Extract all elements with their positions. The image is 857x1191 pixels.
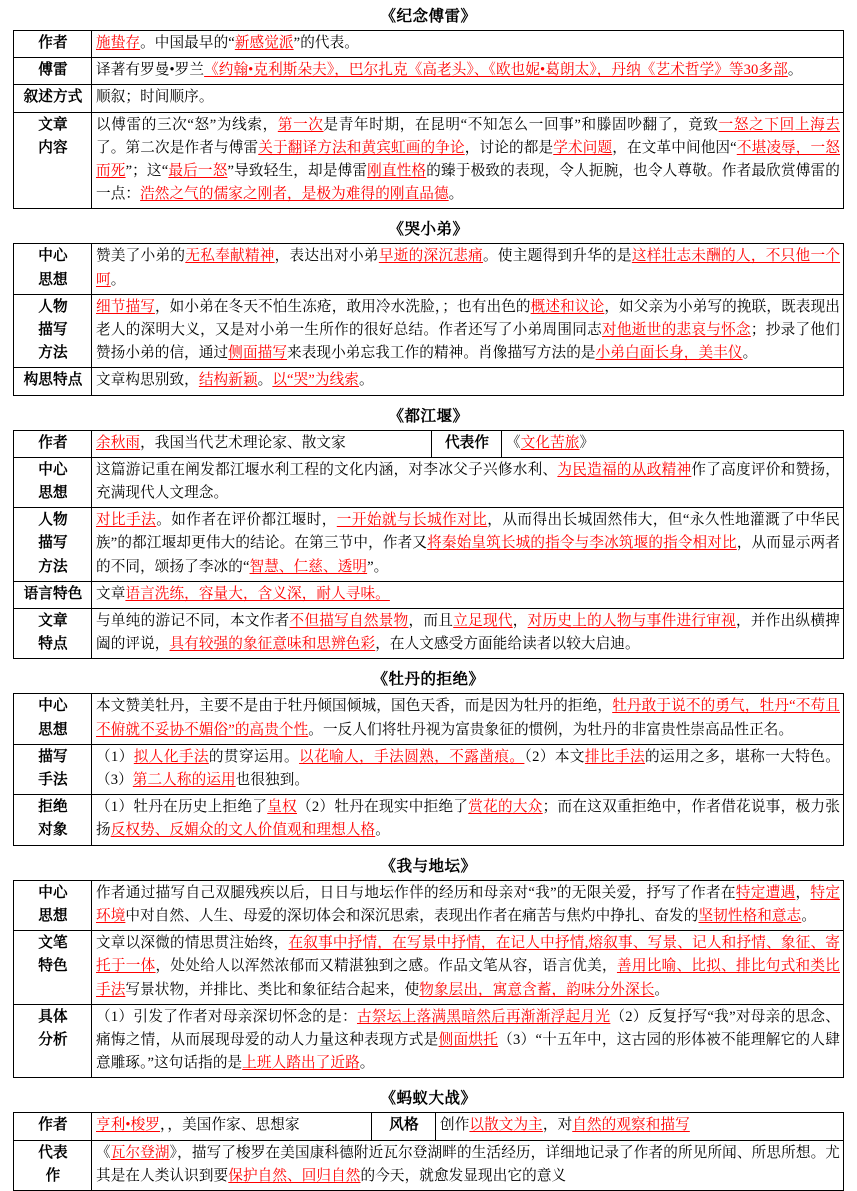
row-label-line: 叙述方式 — [23, 89, 83, 106]
table-row — [14, 931, 844, 1005]
plain-text: （1）引发了作者对母亲深切怀念的是： — [96, 1008, 357, 1025]
table-row — [14, 1113, 844, 1140]
row-label-line: 手法 — [38, 772, 68, 789]
highlighted-text: 学术问题 — [553, 139, 613, 156]
plain-text: ，我国当代艺术理论家、散文家 — [140, 434, 346, 451]
highlighted-text: 结构新颖 — [198, 372, 258, 389]
highlighted-text: 排比手法 — [584, 748, 646, 765]
plain-text: ，表达出对小弟 — [274, 248, 379, 265]
plain-text: 。 — [787, 62, 803, 79]
plain-text: ，在人文感受方面能给读者以较大启迪。 — [375, 636, 640, 653]
plain-text: 来表现小弟忘我工作的精神。肖像描写方法的是 — [287, 345, 596, 362]
row-value — [92, 609, 844, 659]
plain-text: 。 — [448, 186, 464, 203]
row-label-line: 作者 — [38, 1117, 68, 1134]
table-row — [14, 430, 844, 457]
plain-text: ，并作出纵横捭阖的评说， — [96, 613, 840, 653]
section-spacer — [13, 397, 844, 404]
row-label-line: 中心 — [38, 884, 68, 901]
section-table — [13, 430, 844, 660]
section-title: 《哭小弟》 — [388, 221, 469, 239]
section-table — [13, 693, 844, 845]
table-row — [14, 58, 844, 85]
row-label — [372, 1113, 436, 1140]
plain-text: 《 — [96, 1144, 111, 1161]
highlighted-text: 将秦始皇筑长城的指令与李冰筑堰的指令相对比 — [427, 535, 737, 552]
highlighted-text: 侧面描写 — [228, 345, 288, 362]
plain-text: 了。第二次是作者与傅雷 — [96, 139, 259, 156]
highlighted-text: 一开始就与长城作对比 — [336, 512, 488, 529]
plain-text: ，从而得出长城固然伟大，但“永久性地灌溉了中华民族”的都江堰却更伟大的结论。在第三节中，作者又 — [96, 512, 840, 552]
plain-text: ，而且 — [408, 613, 454, 630]
plain-text: ，对 — [542, 1117, 573, 1134]
row-label-line: 内容 — [38, 139, 68, 156]
row-label — [14, 244, 92, 294]
row-value — [92, 880, 844, 930]
plain-text: 。 — [742, 345, 758, 362]
row-value — [92, 1113, 372, 1140]
section-title: 《纪念傅雷》 — [380, 8, 477, 25]
table-row — [14, 244, 844, 294]
highlighted-text: 皇权 — [267, 799, 297, 816]
row-label — [14, 1113, 92, 1140]
plain-text: 。中国最早的“ — [140, 35, 235, 51]
highlighted-text: 特定遭遇 — [735, 884, 796, 901]
highlighted-text: 瓦尔登湖 — [110, 1144, 170, 1161]
plain-text: 本文赞美牡丹，主要不是由于牡丹倾国倾城，国色天香，而是因为牡丹的拒绝， — [96, 698, 613, 715]
row-label — [14, 694, 92, 744]
plain-text: ，处处给人以浑然浓郁而又精湛独到之感。作品文笔从容，语言优美， — [155, 958, 617, 975]
highlighted-text: 第一次 — [277, 116, 324, 133]
row-value — [92, 85, 844, 112]
highlighted-text: 对比手法 — [96, 512, 157, 529]
table-row — [14, 508, 844, 582]
row-label-line: 中心 — [38, 461, 68, 478]
plain-text: ，讨论的都是 — [464, 139, 554, 156]
highlighted-text: 在叙事中抒情，在写景中抒情，在记人中抒情,熔叙事、写景、记人和抒情、象征、寄托于一体 — [96, 935, 840, 975]
highlighted-text: 以花喻人，手法圆熟，不露凿痕。 — [299, 748, 525, 765]
highlighted-text: 余秋雨 — [96, 434, 141, 451]
row-label-line: 方法 — [38, 558, 68, 575]
row-label-line: 文章 — [38, 116, 68, 133]
plain-text: 。一反人们将牡丹视为富贵象征的惯例，为牡丹的非富贵性崇高品性正名。 — [308, 721, 794, 738]
section-table — [13, 30, 844, 209]
row-value — [92, 58, 844, 85]
row-value — [92, 368, 844, 395]
plain-text: 的运用之多，堪称一大特色。（3） — [96, 748, 840, 789]
row-value — [92, 31, 844, 58]
section-spacer — [13, 847, 844, 854]
table-row — [14, 294, 844, 368]
row-label-line: 具体 — [38, 1008, 68, 1025]
plain-text: 中对自然、人生、母爱的深切体会和深沉思索，表现出作者在痛苦与焦灼中挣扎、奋发的 — [125, 907, 699, 924]
row-label-line: 文章 — [38, 613, 68, 630]
row-label — [14, 1140, 92, 1190]
table-row — [14, 457, 844, 507]
section-spacer — [13, 210, 844, 217]
highlighted-text: 侧面烘托 — [438, 1031, 499, 1048]
plain-text: 的今天，就愈发显现出它的意义 — [360, 1167, 567, 1184]
row-label-line: 代表作 — [444, 434, 490, 451]
section-table — [13, 243, 844, 395]
row-label-line: 中心 — [38, 248, 68, 265]
row-label — [14, 58, 92, 85]
highlighted-text: 智慧、仁慈、透明 — [249, 558, 368, 575]
section-table — [13, 880, 844, 1079]
table-row — [14, 694, 844, 744]
plain-text: （2）反复抒写“我”对母亲的思念、痛悔之情，从而展现母爱的动人力量这种表现方式是 — [96, 1008, 840, 1048]
highlighted-text: 概述和议论 — [530, 298, 605, 315]
row-value — [92, 457, 844, 507]
highlighted-text: 拟人化手法 — [133, 748, 209, 765]
plain-text: 。 — [654, 981, 670, 998]
plain-text: 文章 — [96, 585, 126, 602]
row-label-line: 风格 — [389, 1117, 419, 1134]
row-label-line: 描写 — [38, 322, 68, 339]
table-row — [14, 85, 844, 112]
plain-text: ，从而显示两者的不同，颂扬了李冰的“ — [96, 535, 840, 575]
highlighted-text: 保护自然、回归自然 — [228, 1167, 361, 1184]
row-label — [14, 85, 92, 112]
table-row — [14, 795, 844, 845]
row-label — [14, 1004, 92, 1078]
row-label — [14, 795, 92, 845]
highlighted-text: 自然的观察和描写 — [572, 1117, 690, 1134]
plain-text: 顺叙；时间顺序。 — [96, 89, 214, 106]
highlighted-text: 文化苦旅 — [520, 434, 580, 451]
row-label-line: 思想 — [38, 271, 68, 288]
row-value — [92, 694, 844, 744]
row-label-line: 特色 — [38, 958, 68, 975]
plain-text: ”的代表。 — [293, 35, 359, 51]
plain-text: ， — [795, 884, 811, 901]
row-label-line: 拒绝 — [38, 799, 68, 816]
row-label-line: 分析 — [38, 1031, 68, 1048]
row-value — [92, 744, 844, 794]
row-value — [92, 1140, 844, 1190]
highlighted-text: 这样壮志未酬的人，不只他一个呵 — [96, 248, 841, 288]
section-title: 《都江堰》 — [388, 407, 469, 425]
plain-text: 是青年时期，在昆明“不知怎么一回事”和滕固吵翻了，竟致 — [323, 116, 719, 133]
plain-text: 与单纯的游记不同，本文作者 — [96, 613, 290, 630]
plain-text: ”。 — [367, 558, 389, 575]
highlighted-text: 新感觉派 — [234, 35, 294, 51]
plain-text: 。如作者在评价都江堰时， — [156, 512, 337, 529]
row-label-line: 特点 — [38, 636, 68, 653]
highlighted-text: 具有较强的象征意味和思辨色彩 — [169, 636, 376, 653]
row-label-line: 方法 — [38, 345, 68, 362]
plain-text: 。 — [358, 372, 374, 389]
highlighted-text: 最后一怒 — [168, 163, 228, 180]
highlighted-text: 亨利•梭罗 — [96, 1117, 160, 1134]
table-row — [14, 880, 844, 930]
plain-text: 。 — [359, 1055, 375, 1072]
row-label-line: 思想 — [38, 721, 68, 738]
highlighted-text: 以“哭”为线索 — [272, 372, 359, 389]
plain-text: ， — [512, 613, 528, 630]
highlighted-text: 不但描写自然景物 — [289, 613, 409, 630]
plain-text: 作了高度评价和赞扬，充满现代人文理念。 — [96, 461, 840, 502]
row-value — [92, 294, 844, 368]
plain-text: ”；这“ — [125, 163, 169, 180]
plain-text: ，，美国作家、思想家 — [160, 1117, 300, 1134]
plain-text: 》，描写了梭罗在美国康科德附近瓦尔登湖畔的生活经历，详细地记录了作者的所见所闻、所思所想。尤其是在人类认识到要 — [96, 1144, 840, 1184]
section-title: 《我与地坛》 — [380, 857, 477, 875]
highlighted-text: 赏花的大众 — [468, 799, 543, 816]
row-value — [92, 112, 844, 209]
plain-text: ，如父亲为小弟写的挽联，既表现出老人的深明大义，又是对小弟一生所作的很好总结。作者还写了小弟周围同志 — [96, 298, 840, 339]
row-label — [14, 430, 92, 457]
row-value — [92, 430, 432, 457]
highlighted-text: 善用比喻、比拟、排比句式和类比手法 — [96, 958, 840, 998]
table-row — [14, 744, 844, 794]
highlighted-text: 反权势、反媚众的文人价值观和理想人格 — [110, 822, 376, 839]
plain-text: （2）牡丹在现实中拒绝了 — [297, 799, 469, 816]
row-label-line: 人物 — [38, 512, 68, 529]
plain-text: 这篇游记重在阐发都江堰水利工程的文化内涵，对李冰父子兴修水利、 — [96, 461, 558, 478]
plain-text: ；而在这双重拒绝中，作者借花说事，极力张扬 — [96, 799, 840, 839]
row-label-line: 作者 — [38, 35, 68, 51]
plain-text: 也很独到。 — [235, 772, 310, 789]
highlighted-text: 物象层出，寓意含蓄，韵味分外深长 — [419, 981, 655, 998]
plain-text: 作者通过描写自己双腿残疾以后，日日与地坛作伴的经历和母亲对“我”的无限关爱，抒写了作者在 — [96, 884, 736, 901]
highlighted-text: 不堪凌辱，一怒而死 — [96, 139, 840, 180]
highlighted-text: 第二人称的运用 — [132, 772, 236, 789]
highlighted-text: 牡丹敢于说不的勇气，牡丹“不苟且不俯就不妥协不媚俗”的高贵个性 — [96, 698, 840, 738]
row-label — [14, 508, 92, 582]
row-label-line: 作者 — [38, 434, 68, 451]
row-label-line: 人物 — [38, 298, 68, 315]
row-label-line: 描写 — [38, 748, 68, 765]
table-row — [14, 31, 844, 58]
row-label-line: 作 — [45, 1167, 61, 1184]
row-label — [14, 112, 92, 209]
highlighted-text: 《约翰•克利斯朵夫》，巴尔扎克《高老头》、《欧也妮•葛朗太》，丹纳《艺术哲学》等30多部 — [204, 62, 788, 79]
table-row — [14, 1004, 844, 1078]
plain-text: ；抄录了他们赞扬小弟的信，通过 — [96, 322, 840, 362]
plain-text: 写景状物，并排比、类比和象征结合起来，使 — [125, 981, 420, 998]
section-title: 《牡丹的拒绝》 — [372, 671, 485, 689]
plain-text: 》 — [579, 434, 595, 451]
row-value — [92, 795, 844, 845]
row-value-secondary — [436, 1113, 844, 1140]
plain-text: （2）本文 — [524, 748, 585, 765]
plain-text: 文章以深微的情思贯注始终， — [96, 935, 289, 952]
plain-text: 文章构思别致， — [96, 372, 199, 389]
section-title: 《蚂蚁大战》 — [380, 1090, 477, 1108]
row-label-line: 代表 — [38, 1144, 68, 1161]
row-label-line: 中心 — [38, 698, 68, 715]
highlighted-text: 语言洗练，容量大，含义深，耐人寻味。 — [125, 585, 390, 602]
highlighted-text: 特定环境 — [96, 884, 841, 924]
row-label-line: 语言特色 — [23, 585, 83, 602]
row-label-line: 傅雷 — [38, 62, 68, 79]
plain-text: 的贯穿运用。 — [208, 748, 300, 765]
plain-text: （1）牡丹在历史上拒绝了 — [96, 799, 268, 816]
plain-text: ，在文革中间他因“ — [612, 139, 737, 156]
row-label — [14, 581, 92, 608]
plain-text: 以傅雷的三次“怒”为线索， — [96, 116, 278, 133]
plain-text: 。 — [375, 822, 390, 839]
row-label-line: 描写 — [38, 535, 68, 552]
document-content — [13, 4, 844, 1191]
highlighted-text: 浩然之气的儒家之刚者，是极为难得的刚直品德 — [140, 186, 449, 203]
plain-text: ”导致轻生，却是傅雷 — [227, 163, 368, 180]
row-label — [14, 368, 92, 395]
plain-text: 。使主题得到升华的是 — [483, 248, 632, 265]
row-label — [14, 294, 92, 368]
highlighted-text: 刚直性格 — [367, 163, 427, 180]
section-spacer — [13, 660, 844, 667]
plain-text: 创作 — [440, 1117, 470, 1134]
row-label-line: 思想 — [38, 485, 68, 502]
plain-text: 。 — [257, 372, 273, 389]
row-label — [14, 931, 92, 1005]
plain-text: 译著有罗曼•罗兰 — [96, 62, 205, 79]
highlighted-text: 细节描写 — [96, 298, 155, 315]
row-label-line: 对象 — [38, 822, 68, 839]
table-row — [14, 581, 844, 608]
plain-text: 的臻于极致的表现，令人扼腕，也令人尊敬。作者最欣赏傅雷的一点： — [96, 163, 840, 203]
row-label — [432, 430, 502, 457]
highlighted-text: 坚韧性格和意志 — [698, 907, 802, 924]
row-label — [14, 457, 92, 507]
table-row — [14, 1140, 844, 1190]
plain-text: （3）“十五年中，这古园的形体被不能理解它的人肆意雕琢。”这句话指的是 — [96, 1031, 840, 1072]
row-label-line: 思想 — [38, 907, 68, 924]
table-row — [14, 609, 844, 659]
row-label — [14, 609, 92, 659]
row-value — [92, 1004, 844, 1078]
plain-text: ，如小弟在冬天不怕生冻疮，敢用冷水洗脸，；也有出色的 — [154, 298, 531, 315]
highlighted-text: 上班人踏出了近路 — [242, 1055, 360, 1072]
section-table — [13, 1112, 844, 1191]
row-label — [14, 880, 92, 930]
row-value — [92, 581, 844, 608]
row-value — [92, 508, 844, 582]
highlighted-text: 无私奉献精神 — [185, 248, 275, 265]
row-label-line: 构思特点 — [23, 372, 83, 389]
row-value — [92, 931, 844, 1005]
plain-text: 。 — [801, 907, 817, 924]
row-value — [92, 244, 844, 294]
row-label-line: 文笔 — [38, 935, 68, 952]
highlighted-text: 关于翻译方法和黄宾虹画的争论 — [258, 139, 465, 156]
highlighted-text: 古祭坛上落满黑暗然后再渐渐浮起月光 — [356, 1008, 611, 1025]
highlighted-text: 一怒之下回上海去 — [718, 116, 840, 133]
highlighted-text: 早逝的深沉悲痛 — [378, 248, 483, 265]
table-row — [14, 112, 844, 209]
highlighted-text: 以散文为主 — [469, 1117, 543, 1134]
plain-text: 赞美了小弟的 — [96, 248, 186, 265]
row-label — [14, 744, 92, 794]
highlighted-text: 对他逝世的悲哀与怀念 — [602, 322, 751, 339]
highlighted-text: 立足现代 — [453, 613, 513, 630]
section-spacer — [13, 1079, 844, 1086]
plain-text: 《 — [506, 434, 521, 451]
highlighted-text: 施蛰存 — [96, 35, 141, 51]
highlighted-text: 为民造福的从政精神 — [557, 461, 692, 478]
highlighted-text: 对历史上的人物与事件进行审视 — [527, 613, 736, 630]
row-label — [14, 31, 92, 58]
plain-text: 。 — [110, 271, 126, 288]
table-row — [14, 368, 844, 395]
row-value-secondary — [502, 430, 844, 457]
highlighted-text: 小弟白面长身，美丰仪 — [595, 345, 743, 362]
plain-text: （1） — [96, 748, 134, 765]
